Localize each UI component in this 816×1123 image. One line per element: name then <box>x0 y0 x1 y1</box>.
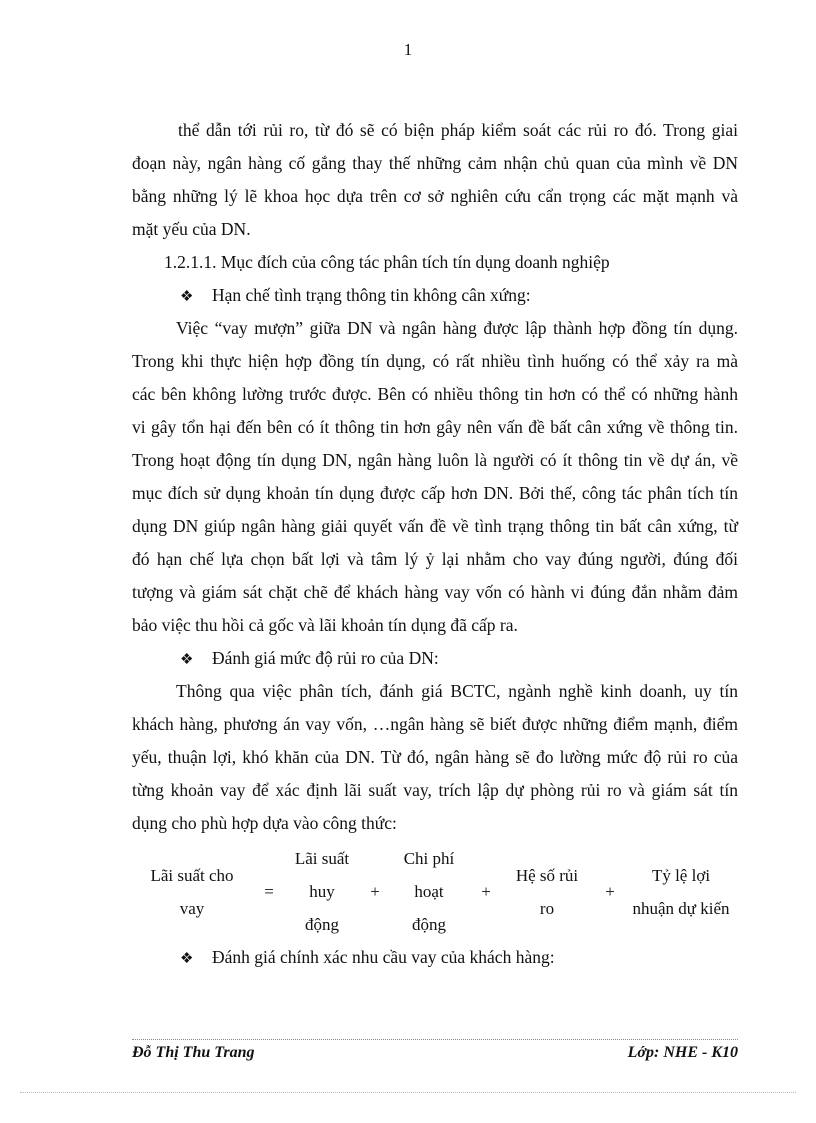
text-line: bảo việc thu hồi cả gốc và lãi khoản tín dụng đã cấp ra. <box>132 615 518 635</box>
diamond-bullet-icon: ❖ <box>180 289 194 305</box>
plus-sign: + <box>605 882 615 901</box>
formula-text: Hệ số rủi <box>515 866 579 885</box>
footer-class: Lớp: NHE - K10 <box>627 1044 738 1061</box>
text-line: khách hàng, phương án vay vốn, …ngân hàng sẽ biết được những điểm mạnh, điểm <box>132 714 738 734</box>
formula-lhs <box>132 859 252 925</box>
formula-text: ro <box>539 899 555 918</box>
text-line: các bên không lường trước được. Bên có nhiều thông tin hơn có thể có những hành <box>132 384 738 404</box>
text-line: dụng DN giúp ngân hàng giải quyết vấn đề về tình trạng thông tin bất cân xứng, từ <box>132 516 738 536</box>
paragraph-1 <box>132 114 738 840</box>
formula-text: động <box>305 915 339 934</box>
formula-text: nhuận dự kiến <box>632 899 730 918</box>
text-line: Thông qua việc phân tích, đánh giá BCTC, ngành nghề kinh doanh, uy tín <box>176 681 738 701</box>
text-line: thể dẫn tới rủi ro, từ đó sẽ có biện pháp kiểm soát các rủi ro đó. Trong giai <box>178 120 738 140</box>
plus-sign: + <box>370 882 380 901</box>
bullet-item <box>132 279 738 312</box>
text-line: bằng những lý lẽ khoa học dựa trên cơ sở nghiên cứu cẩn trọng các mặt mạnh và <box>132 186 738 206</box>
text-line: yếu, thuận lợi, khó khăn của DN. Từ đó, ngân hàng sẽ đo lường mức độ rủi ro của <box>132 747 738 767</box>
paragraph-4 <box>132 941 738 974</box>
bullet-text: Đánh giá chính xác nhu cầu vay của khách hàng: <box>212 947 555 967</box>
interest-rate-formula <box>132 842 738 942</box>
text-line: dụng cho phù hợp dựa vào công thức: <box>132 813 397 833</box>
section-heading: 1.2.1.1. Mục đích của công tác phân tích tín dụng doanh nghiệp <box>164 252 610 272</box>
formula-text: Tỷ lệ lợi <box>651 866 711 885</box>
diamond-bullet-icon: ❖ <box>180 951 194 967</box>
formula-text: Chi phí <box>403 849 455 868</box>
footer-author: Đỗ Thị Thu Trang <box>132 1044 255 1061</box>
footer-divider <box>132 1039 738 1040</box>
text-line: Trong khi thực hiện hợp đồng tín dụng, có rất nhiều tình huống có thể xảy ra mà <box>132 351 738 371</box>
formula-term-2 <box>389 842 469 941</box>
formula-term-3 <box>502 859 592 925</box>
formula-text: huy <box>309 882 335 901</box>
text-line: Việc “vay mượn” giữa DN và ngân hàng được lập thành hợp đồng tín dụng. <box>176 318 738 338</box>
text-line: đó hạn chế lựa chọn bất lợi và tâm lý ỷ lại nhằm cho vay đúng người, đúng đối <box>132 549 738 569</box>
formula-text: vay <box>179 899 205 918</box>
text-line: từng khoản vay để xác định lãi suất vay, trích lập dự phòng rủi ro và giám sát tín <box>132 780 738 800</box>
page-bottom-divider <box>20 1092 796 1093</box>
bullet-text: Hạn chế tình trạng thông tin không cân xứng: <box>212 285 531 305</box>
formula-text: động <box>412 915 446 934</box>
text-line: Trong hoạt động tín dụng DN, ngân hàng luôn là người có ít thông tin về dự án, về <box>132 450 738 470</box>
formula-text: hoạt <box>414 882 444 901</box>
text-line: mặt yếu của DN. <box>132 219 251 239</box>
text-line: tượng và giám sát chặt chẽ để khách hàng vay vốn có hành vi đúng đắn nhằm đảm <box>132 582 738 602</box>
bullet-text: Đánh giá mức độ rủi ro của DN: <box>212 648 439 668</box>
page-number: 1 <box>403 40 413 59</box>
formula-text: Lãi suất <box>294 849 350 868</box>
text-line: vi gây tổn hại đến bên có ít thông tin hơn gây nên vấn đề bất cân xứng về thông tin. <box>132 417 738 437</box>
text-line: đoạn này, ngân hàng cố gắng thay thế những cảm nhận chủ quan của mình về DN <box>132 153 738 173</box>
text-line: mục đích sử dụng khoản tín dụng được cấp hơn DN. Bởi thế, công tác phân tích tín <box>132 483 738 503</box>
diamond-bullet-icon: ❖ <box>180 652 194 668</box>
equals-sign: = <box>264 882 274 901</box>
formula-term-4 <box>624 859 738 925</box>
formula-text: Lãi suất cho <box>150 866 234 885</box>
bullet-item <box>132 941 738 974</box>
formula-term-1 <box>282 842 362 941</box>
bullet-item <box>132 642 738 675</box>
plus-sign: + <box>481 882 491 901</box>
